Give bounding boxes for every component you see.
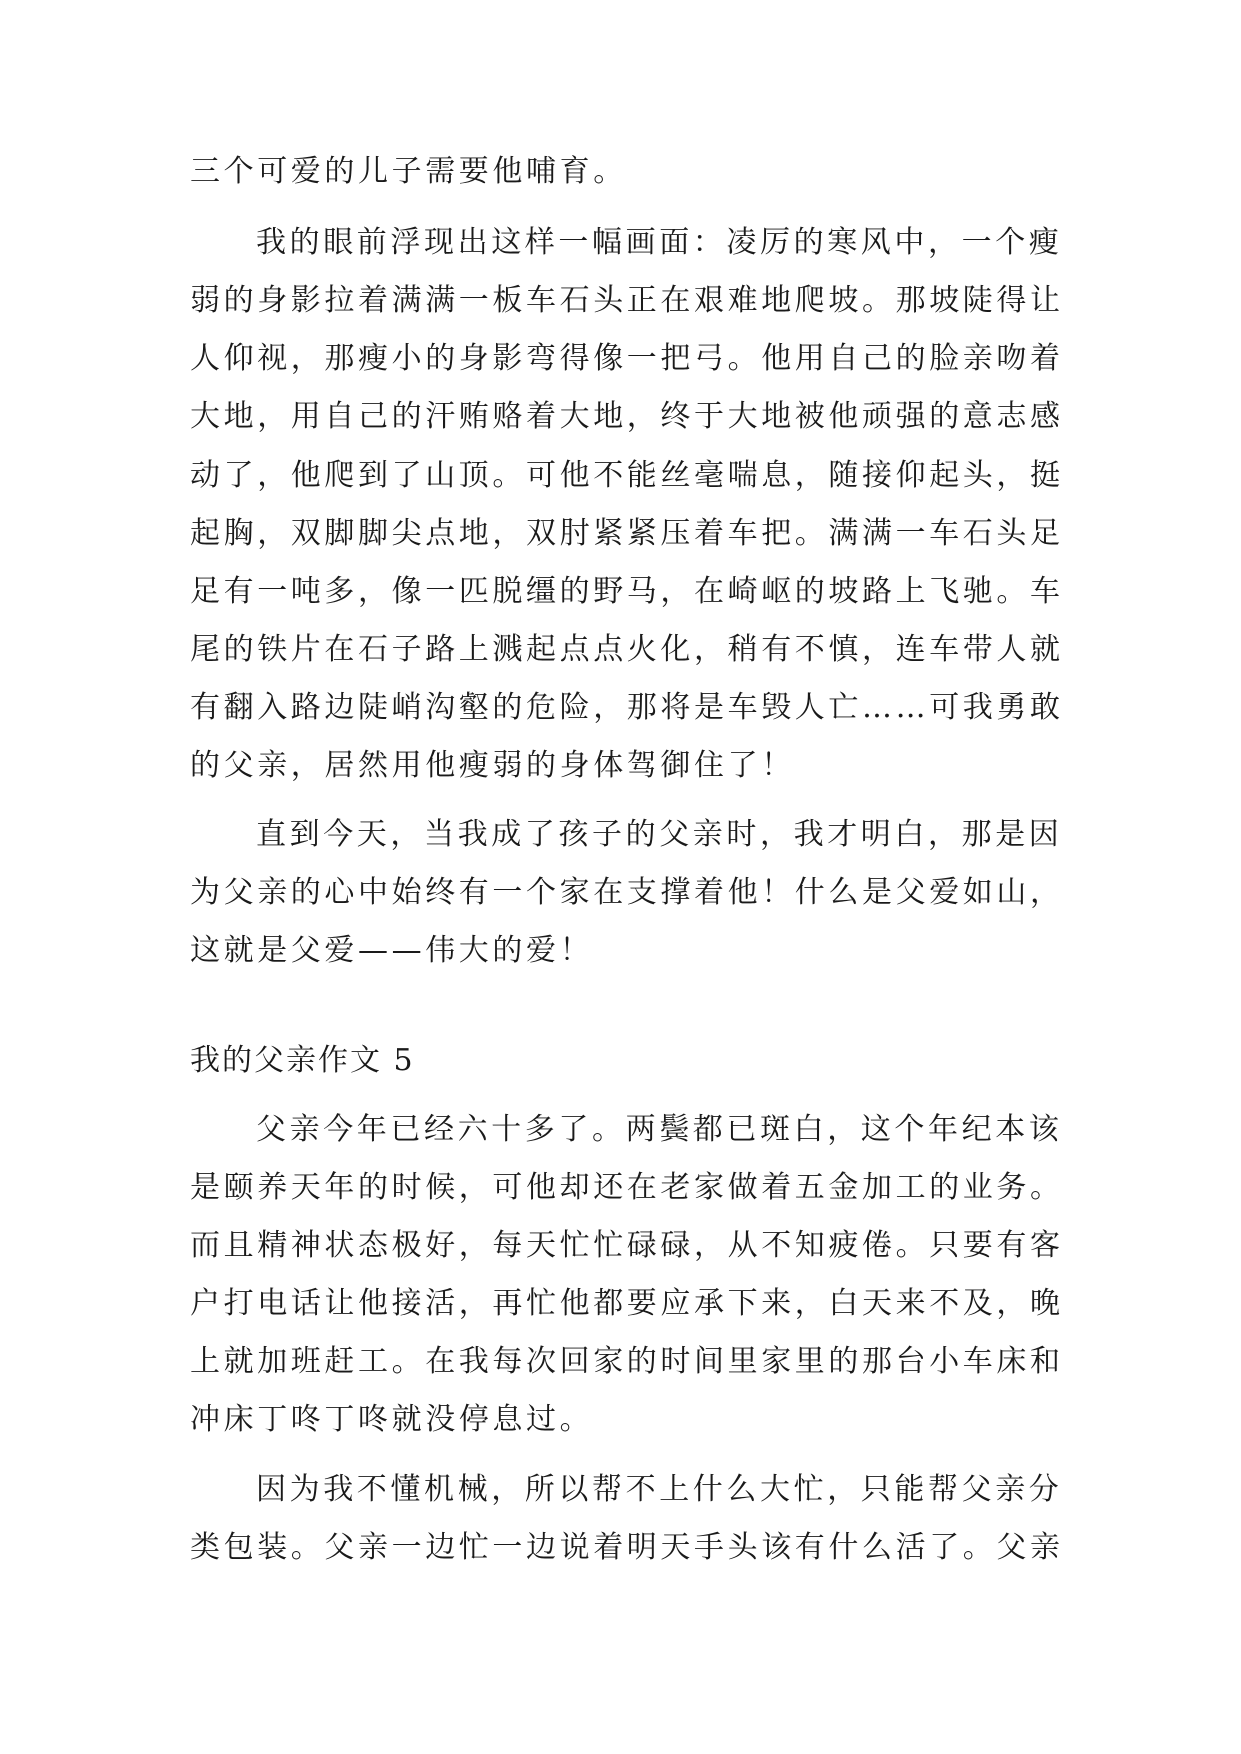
paragraph-2-line-3: 人仰视，那瘦小的身影弯得像一把弓。他用自己的脸亲吻着 bbox=[190, 341, 1064, 376]
paragraph-4-line-4: 户打电话让他接活，再忙他都要应承下来，白天来不及，晚 bbox=[190, 1286, 1064, 1321]
paragraph-2-line-1: 我的眼前浮现出这样一幅画面：凌厉的寒风中，一个瘦 bbox=[256, 225, 1063, 260]
section-heading: 我的父亲作文 5 bbox=[190, 1043, 415, 1078]
paragraph-2-line-6: 起胸，双脚脚尖点地，双肘紧紧压着车把。满满一车石头足 bbox=[190, 516, 1064, 551]
paragraph-5-line-1: 因为我不懂机械，所以帮不上什么大忙，只能帮父亲分 bbox=[256, 1472, 1063, 1507]
paragraph-4-line-5: 上就加班赶工。在我每次回家的时间里家里的那台小车床和 bbox=[190, 1344, 1064, 1379]
paragraph-4-line-2: 是颐养天年的时候，可他却还在老家做着五金加工的业务。 bbox=[190, 1170, 1064, 1205]
paragraph-2-line-10: 的父亲，居然用他瘦弱的身体驾御住了！ bbox=[190, 748, 795, 783]
paragraph-3-line-1: 直到今天，当我成了孩子的父亲时，我才明白，那是因 bbox=[256, 817, 1063, 852]
paragraph-4-line-6: 冲床丁咚丁咚就没停息过。 bbox=[190, 1402, 594, 1437]
paragraph-4-line-1: 父亲今年已经六十多了。两鬓都已斑白，这个年纪本该 bbox=[256, 1112, 1063, 1147]
paragraph-3-line-3: 这就是父爱——伟大的爱！ bbox=[190, 933, 594, 968]
paragraph-5-line-2: 类包装。父亲一边忙一边说着明天手头该有什么活了。父亲 bbox=[190, 1530, 1064, 1565]
paragraph-2-line-9: 有翻入路边陡峭沟壑的危险，那将是车毁人亡……可我勇敢 bbox=[190, 690, 1064, 725]
paragraph-2-line-2: 弱的身影拉着满满一板车石头正在艰难地爬坡。那坡陡得让 bbox=[190, 283, 1064, 318]
paragraph-4-line-3: 而且精神状态极好，每天忙忙碌碌，从不知疲倦。只要有客 bbox=[190, 1228, 1064, 1263]
paragraph-1-line-1: 三个可爱的儿子需要他哺育。 bbox=[190, 154, 627, 189]
paragraph-2-line-8: 尾的铁片在石子路上溅起点点火化，稍有不慎，连车带人就 bbox=[190, 632, 1064, 667]
paragraph-3-line-2: 为父亲的心中始终有一个家在支撑着他！什么是父爱如山， bbox=[190, 875, 1064, 910]
paragraph-2-line-5: 动了，他爬到了山顶。可他不能丝毫喘息，随接仰起头，挺 bbox=[190, 458, 1064, 493]
paragraph-2-line-4: 大地，用自己的汗贿赂着大地，终于大地被他顽强的意志感 bbox=[190, 399, 1064, 434]
paragraph-2-line-7: 足有一吨多，像一匹脱缰的野马，在崎岖的坡路上飞驰。车 bbox=[190, 574, 1064, 609]
